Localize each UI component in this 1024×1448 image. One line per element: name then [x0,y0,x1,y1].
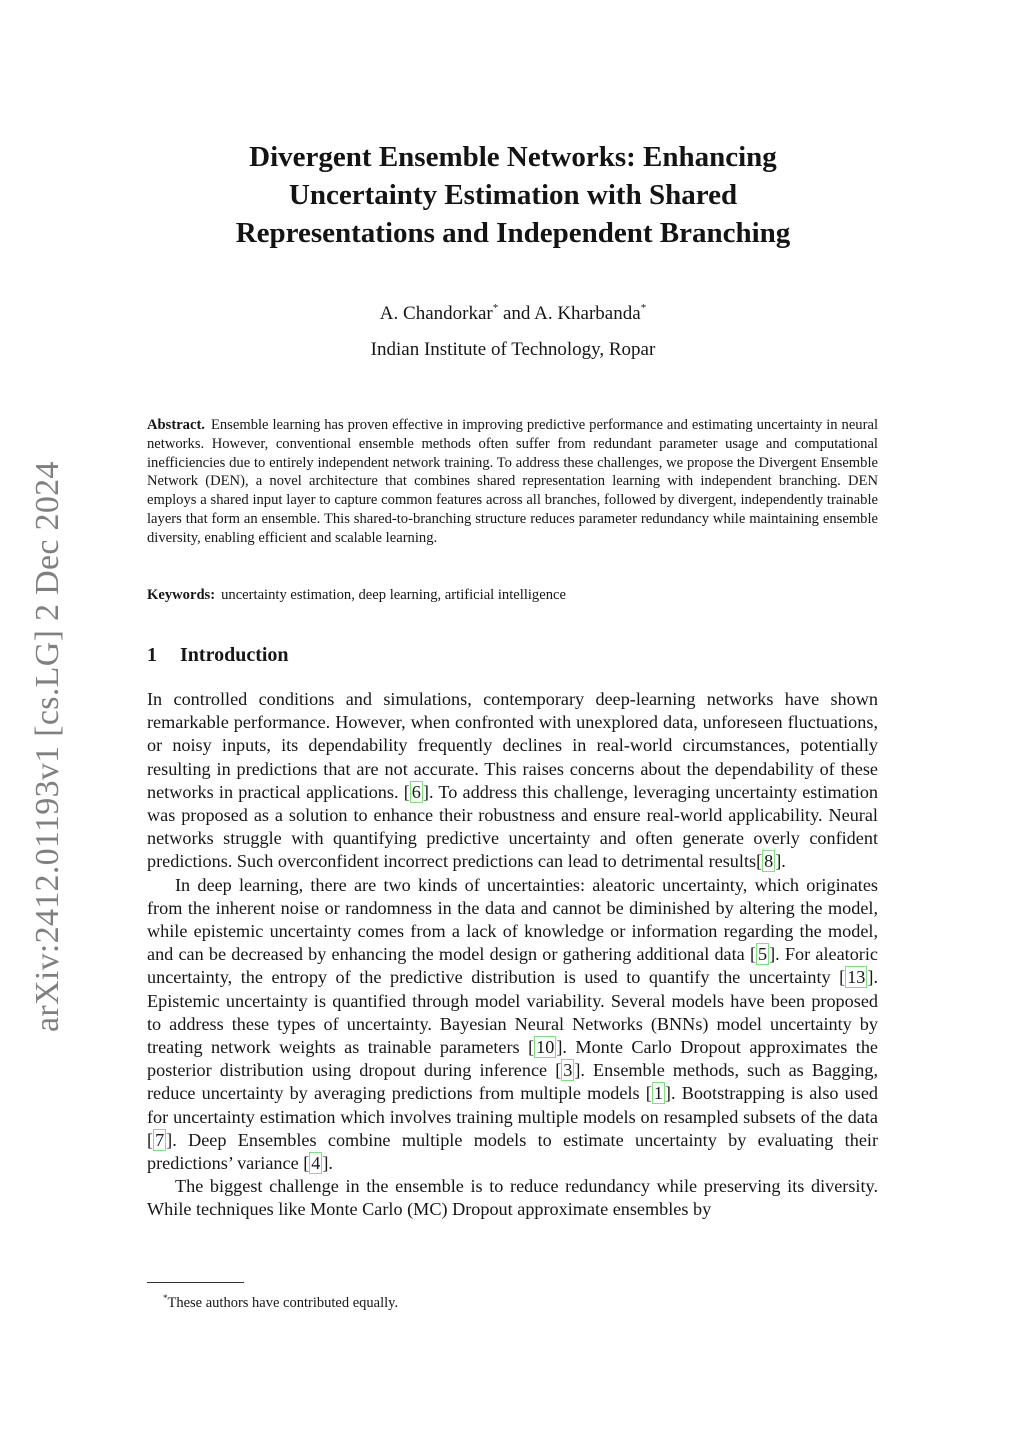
citation-link[interactable]: 10 [536,1037,555,1058]
section-heading [147,642,878,668]
paragraph: In deep learning, there are two kinds of uncertainties: aleatoric uncertainty, which originates from the inherent noise or randomness in the data and cannot be diminished by altering the model, while epistemic uncertainty comes from a lack of knowledge or information regarding the model, and can be decreased by enhancing the model design or gathering additional data [ 5 ]. For aleatoric uncertainty, the entropy of the predictive distribution is used to quantify the uncertainty [ 13 ]. Epistemic uncertainty is quantified through model variability. Several models have been proposed to address these types of uncertainty. Bayesian Neural Networks (BNNs) model uncertainty by treating network weights as trainable parameters [ 10 ]. Monte Carlo Dropout approximates the posterior distribution using dropout during inference [ 3 ]. Ensemble methods, such as Bagging, reduce uncertainty by averaging predictions from multiple models [ 1 ]. Bootstrapping is also used for uncertainty estimation which involves training multiple models on resampled subsets of the data [ 7 ]. Deep Ensembles combine multiple models to estimate uncertainty by evaluating their predictions’ variance [ 4 ]. [147,874,878,1174]
author-conjunction: and [502,303,531,324]
paragraph-text: The biggest challenge in the ensemble is to reduce redundancy while preserving its diversity. While techniques like Monte Carlo (MC) Dropout approximate ensembles by [147,1176,878,1220]
footnote-mark: * [163,1293,168,1303]
paragraph-text: . Deep Ensembles combine multiple models to estimate uncertainty by evaluating their predictions’ variance [147,1129,878,1174]
paragraph-text: In deep learning, there are two kinds of uncertainties: aleatoric uncertainty, which originates from the inherent noise or randomness in the data and cannot be diminished by altering the model, while epistemic uncertainty comes from a lack of knowledge or information regarding the model, and can be decreased by enhancing the model design or gathering additional data [147,874,878,965]
abstract-label: Abstract. [147,417,205,433]
keywords [147,586,878,605]
citation-link[interactable]: 1 [653,1083,663,1104]
footnote-text: These authors have contributed equally. [167,1295,399,1311]
citation-link[interactable]: 4 [311,1153,321,1174]
citation-link[interactable]: 7 [155,1129,165,1150]
paragraph-text: . [328,1153,333,1174]
paragraph-text: In controlled conditions and simulations, contemporary deep-learning networks have shown remarkable performance. However, when confronted with unexplored data, unforeseen fluctuations, or noisy inputs, its dependability frequently declines in real-world circumstances, potentially resulting in predictions that are not accurate. This raises concerns about the dependability of these networks in practical applications. [147,689,878,802]
title-line: Uncertainty Estimation with Shared [288,179,738,211]
paragraph-text: . Bootstrapping is also used for uncertainty estimation which involves training multiple models on resampled subsets of the data [147,1083,878,1127]
section-title: Introduction [180,644,289,666]
author-name: A. Chandorkar [379,303,493,324]
paragraph-text: . For aleatoric uncertainty, the entropy of the predictive distribution is used to quantify the uncertainty [147,944,878,988]
abstract-text: Ensemble learning has proven effective in improving predictive performance and estimating uncertainty in neural networks. However, conventional ensemble methods often suffer from redundant parameter usage and computational inefficiencies due to entirely independent network training. To address these challenges, we propose the Divergent Ensemble Network (DEN), a novel architecture that combines shared representation learning with independent branching. DEN employs a shared input layer to capture common features across all branches, followed by divergent, independently trainable layers that form an ensemble. This shared-to-branching structure reduces parameter redundancy while maintaining ensemble diversity, enabling efficient and scalable learning. [147,417,878,546]
title-line: Divergent Ensemble Networks: Enhancing [249,141,777,173]
arxiv-identifier: arXiv:2412.01193v1 [cs.LG] 2 Dec 2024 [29,461,66,1032]
author-list [150,296,876,326]
footnote-divider [147,1282,244,1283]
citation-link[interactable]: 3 [563,1060,573,1081]
paragraph-text: . Ensemble methods, such as Bagging, reduce uncertainty by averaging predictions from multiple models [147,1060,878,1104]
keywords-label: Keywords: [147,587,216,603]
citation-link[interactable]: 13 [847,967,866,988]
paragraph-text: . Monte Carlo Dropout approximates the posterior distribution using dropout during inference [147,1037,878,1081]
author-name: A. Kharbanda [534,303,641,324]
footnote [163,1289,863,1312]
affiliation: Indian Institute of Technology, Ropar [370,339,656,360]
title-line: Representations and Independent Branching [235,217,791,249]
keywords-text: uncertainty estimation, deep learning, artificial intelligence [221,587,566,603]
author-mark: * [492,302,499,314]
paragraph-text: . Epistemic uncertainty is quantified through model variability. Several models have been proposed to address these types of uncertainty. Bayesian Neural Networks (BNNs) model uncertainty by treating network weights as trainable parameters [147,967,878,1058]
section-body [147,688,878,1222]
paragraph [147,1175,878,1221]
abstract [147,416,878,548]
author-mark: * [640,302,647,314]
paragraph: In controlled conditions and simulations, contemporary deep-learning networks have shown remarkable performance. However, when confronted with unexplored data, unforeseen fluctuations, or noisy inputs, its dependability frequently declines in real-world circumstances, potentially resulting in predictions that are not accurate. This raises concerns about the dependability of these networks in practical applications. [ 6 ]. To address this challenge, leveraging uncertainty estimation was proposed as a solution to enhance their robustness and ensure real-world applicability. Neural networks struggle with quantifying predictive uncertainty and often generate overly confident predictions. Such overconfident incorrect predictions can lead to detrimental results[ 8 ]. [147,689,879,872]
paragraph-text: . To address this challenge, leveraging uncertainty estimation was proposed as a solution to enhance their robustness and ensure real-world applicability. Neural networks struggle with quantifying predictive uncertainty and often generate overly confident predictions. Such overconfident incorrect predictions can lead to detrimental results [147,781,879,872]
citation-link[interactable]: 6 [411,781,421,802]
section-number: 1 [147,644,157,666]
paragraph-text: . [781,851,786,872]
citation-link[interactable]: 8 [764,851,774,872]
paper-title [150,138,876,252]
citation-link[interactable]: 5 [758,944,768,965]
